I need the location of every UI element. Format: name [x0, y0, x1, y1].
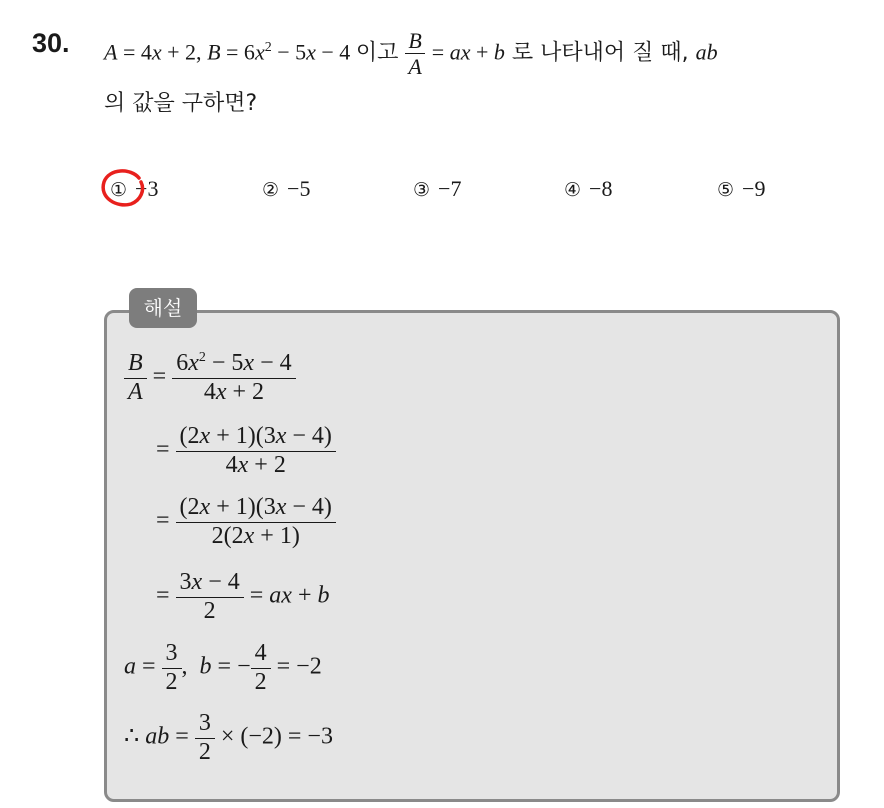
- choice-2[interactable]: [262, 176, 310, 202]
- answer-mark-circle: [99, 166, 149, 210]
- solution-label: 해설: [129, 288, 197, 328]
- choice-3[interactable]: [413, 176, 461, 202]
- choice-1-symbol: ①: [110, 179, 128, 201]
- question-line-1: A = 4x + 2, $B = 6x^2 - 5x - 4$ 이고 $\frac{B}{A}$ = ax + b 로 나타내어 질 때, ab: [104, 27, 718, 79]
- solution-step-6: ∴ ab = $\frac{3}{2}$ × (−2) = −3: [124, 710, 333, 765]
- choice-4-value: −8: [589, 176, 613, 201]
- choice-2-symbol: ②: [262, 179, 280, 201]
- solution-step-4: = $\frac{3x - 4}{2}$ = ax + b: [156, 569, 330, 624]
- choice-4-symbol: ④: [564, 179, 582, 201]
- choice-4[interactable]: [564, 176, 612, 202]
- question-number: 30.: [32, 28, 70, 58]
- solution-step-1: $\frac{B}{A}$ = $\frac{6x^2 - 5x - 4}{4x + 2}$: [124, 350, 296, 406]
- choice-5[interactable]: [717, 176, 765, 202]
- question-line-2: 의 값을 구하면?: [104, 91, 258, 116]
- solution-step-5: a = $\frac{3}{2}$ , b = − $\frac{4}{2}$ = −2: [124, 640, 322, 695]
- solution-step-2: = $\frac{(2x + 1)(3x - 4)}{4x + 2}$: [156, 423, 336, 479]
- choice-3-value: −7: [438, 176, 462, 201]
- choice-5-value: −9: [742, 176, 766, 201]
- choice-2-value: −5: [287, 176, 311, 201]
- choice-3-symbol: ③: [413, 179, 431, 201]
- fraction-b-over-a: $\frac{B}{A}$: [405, 28, 424, 80]
- choice-1-value: −3: [135, 176, 159, 201]
- solution-step-3: = $\frac{(2x + 1)(3x - 4)}{2(2x + 1)}$: [156, 494, 336, 550]
- choice-5-symbol: ⑤: [717, 179, 735, 201]
